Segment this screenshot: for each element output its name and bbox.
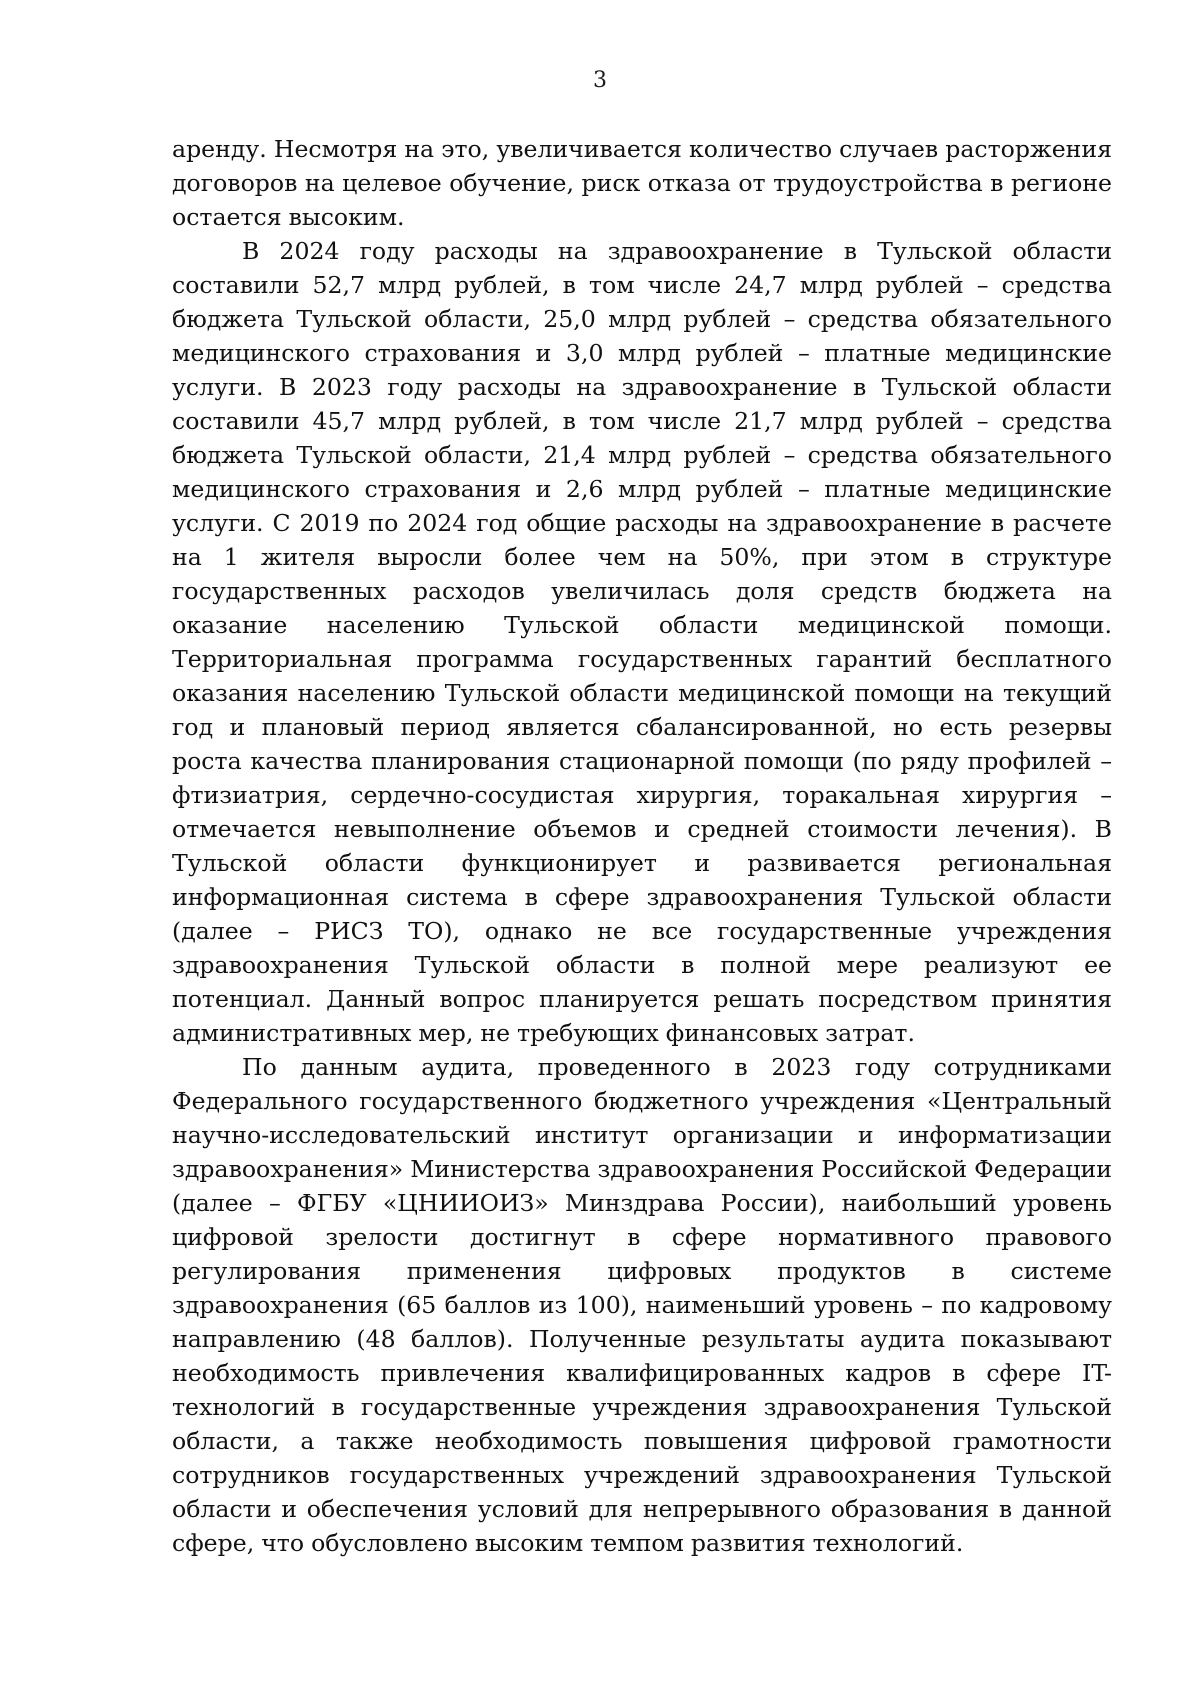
paragraph-healthcare-expenses: В 2024 году расходы на здравоохранение в Тульской области составили 52,7 млрд рублей, в том числе 24,7 млрд рублей – средства бюджета Тульской области, 25,0 млрд рублей – средства обязательного медицинского страхования и 3,0 млрд рублей – платные медицинские услуги. В 2023 году расходы на здравоохранение в Тульской области составили 45,7 млрд рублей, в том числе 21,7 млрд рублей – средства бюджета Тульской области, 21,4 млрд рублей – средства обязательного медицинского страхования и 2,6 млрд рублей – платные медицинские услуги. С 2019 по 2024 год общие расходы на здравоохранение в расчете на 1 жителя выросли более чем на 50%, при этом в структуре государственных расходов увеличилась доля средств бюджета на оказание населению Тульской области медицинской помощи. Территориальная программа государственных гарантий бесплатного оказания населению Тульской области медицинской помощи на текущий год и плановый период является сбалансированной, но есть резервы роста качества планирования стационарной помощи (по ряду профилей – фтизиатрия, сердечно-сосудистая хирургия, торакальная хирургия – отмечается невыполнение объемов и средней стоимости лечения). В Тульской области функционирует и развивается региональная информационная система в сфере здравоохранения Тульской области (далее – РИСЗ ТО), однако не все государственные учреждения здравоохранения Тульской области в полной мере реализуют ее потенциал. Данный вопрос планируется решать посредством принятия административных мер, не требующих финансовых затрат.: [172, 237, 1112, 1047]
paragraph-digital-audit: По данным аудита, проведенного в 2023 году сотрудниками Федерального государственного бюджетного учреждения «Центральный научно-исследовательский институт организации и информатизации здравоохранения» Министерства здравоохранения Российской Федерации (далее – ФГБУ «ЦНИИОИЗ» Минздрава России), наибольший уровень цифровой зрелости достигнут в сфере нормативного правового регулирования применения цифровых продуктов в системе здравоохранения (65 баллов из 100), наименьший уровень – по кадровому направлению (48 баллов). Полученные результаты аудита показывают необходимость привлечения квалифицированных кадров в сфере IT-технологий в государственные учреждения здравоохранения Тульской области, а также необходимость повышения цифровой грамотности сотрудников государственных учреждений здравоохранения Тульской области и обеспечения условий для непрерывного образования в данной сфере, что обусловлено высоким темпом развития технологий.: [172, 1053, 1112, 1557]
page-number: 3: [593, 68, 607, 93]
document-body: [172, 132, 1112, 1560]
paragraph-continuation: аренду. Несмотря на это, увеличивается количество случаев расторжения договоров на целевое обучение, риск отказа от трудоустройства в регионе остается высоким.: [172, 135, 1112, 231]
